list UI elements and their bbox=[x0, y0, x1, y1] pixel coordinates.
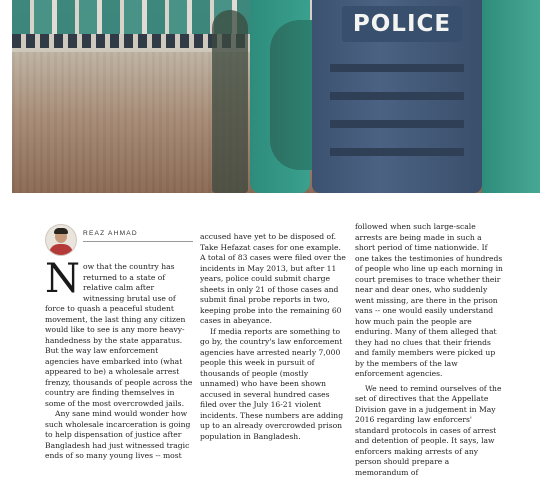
vest-strap bbox=[330, 148, 464, 156]
photo-officer-vest bbox=[312, 0, 482, 193]
paragraph: accused have yet to be disposed of. Take Hefazat cases for one example. A total of 83 cases were filed over the incidents in May 2013, but after 11 years, police could submit charge sheets in only 21 of those cases and submit final probe reports in two, keeping probe into the remaining 60 cases in abeyance. bbox=[200, 232, 348, 327]
dropcap: N bbox=[45, 263, 80, 295]
vest-strap bbox=[330, 120, 464, 128]
article-column-2 bbox=[200, 232, 348, 442]
police-vest-label: POLICE bbox=[342, 6, 462, 42]
paragraph: If media reports are something to go by, the country's law enforcement agencies have arrested nearly 7,000 people this week in pursuit of thousands of people (mostly unnamed) who have been shown accused in several hundred cases filed over the July 16-21 violent incidents. These numbers are adding up to an already overcrowded prison population in Bangladesh. bbox=[200, 327, 348, 443]
author-avatar bbox=[45, 224, 77, 256]
article-column-1 bbox=[45, 232, 193, 462]
paragraph: followed when such large-scale arrests are being made in such a short period of time nationwide. If one takes the testimonies of hundreds of people who line up each morning in court premises to trace whether their near and dear ones, who suddenly went missing, are there in the prison vans -- one would easily understand how much pain the people are enduring. Many of them alleged that they had no clues that their friends and family members were picked up by the members of the law enforcement agencies. bbox=[355, 222, 503, 380]
photo-figure bbox=[212, 10, 248, 193]
byline bbox=[45, 224, 193, 256]
author-name: REAZ AHMAD bbox=[83, 230, 193, 242]
paragraph: Any sane mind would wonder how such wholesale incarceration is going to help dispensation of justice after Bangladesh had just witnessed tragic ends of so many young lives -- most bbox=[45, 409, 193, 462]
photo-officer-right bbox=[482, 0, 540, 193]
vest-strap bbox=[330, 92, 464, 100]
paragraph: Now that the country has returned to a state of relative calm after witnessing brutal use of force to quash a peaceful student movement, the last thing any citizen would like to see is any more heavy-handedness by the state apparatus. But the way law enforcement agencies have embarked into (what appeared to be) a wholesale arrest frenzy, thousands of people across the country are finding themselves in some of the most overcrowded jails. bbox=[45, 262, 193, 409]
hero-photo bbox=[12, 0, 540, 193]
paragraph: We need to remind ourselves of the set of directives that the Appellate Division gave in a judgement in May 2016 regarding law enforcers' standard protocols in cases of arrest and detention of people. It says, law enforcers making arrests of any person should prepare a memorandum of bbox=[355, 384, 503, 478]
vest-strap bbox=[330, 64, 464, 72]
